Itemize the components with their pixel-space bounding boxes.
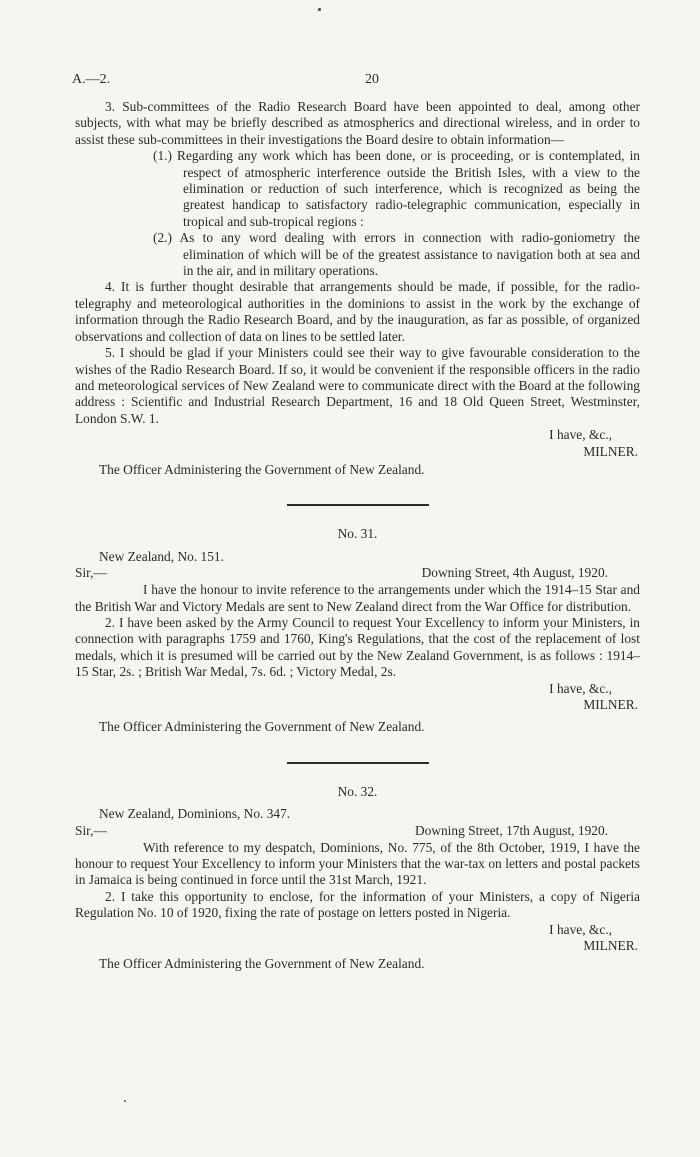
paragraph-3: 3. Sub-committees of the Radio Research Board have been appointed to deal, among other subjects, with what may be briefly described as atmospherics and directional wireless, and in order to assist these sub-committees in their investigations the Board desire to obtain information—: [75, 99, 640, 147]
document-reference: A.—2.: [72, 72, 111, 87]
despatch-date: Downing Street, 4th August, 1920.: [421, 565, 608, 581]
paragraph-2: 2. I have been asked by the Army Council to request Your Excellency to inform your Ministers, in connection with paragraphs 1759 and 1760, King's Regulations, that the cost of the replacement of lost medals, which it is presumed will be carried out by the New Zealand Government, is as follows : 1914–15 Star, 2s. ; British War Medal, 7s. 6d. ; Victory Medal, 2s.: [75, 614, 640, 680]
salutation: Sir,—: [75, 565, 107, 581]
despatch-number: No. 32.: [337, 783, 378, 799]
section-divider: [287, 762, 429, 764]
scan-speck-top: [318, 8, 321, 11]
paragraph-2: 2. I take this opportunity to enclose, for the information of your Ministers, a copy of Nigeria Regulation No. 10 of 1920, fixing the rate of postage on letters posted in Nigeria.: [75, 888, 640, 921]
page-body: [75, 99, 640, 973]
page-header: [72, 72, 632, 90]
signature: MILNER.: [583, 443, 638, 459]
scan-speck-bottom: [124, 1100, 126, 1102]
despatch-32: [75, 784, 640, 973]
addressee: The Officer Administering the Government of New Zealand.: [99, 956, 425, 972]
list-item-2: (2.) As to any word dealing with errors in connection with radio-goniometry the elimination of which will be of the greatest assistance to navigation both at sea and in the air, and in military operations.: [153, 230, 640, 279]
page-number: 20: [365, 72, 379, 87]
salutation: Sir,—: [75, 822, 107, 838]
letter-radio-research: [75, 99, 640, 478]
despatch-31: [75, 526, 640, 735]
list-item-1: (1.) Regarding any work which has been done, or is proceeding, or is contemplated, in respect of atmospheric interference outside the British Isles, with a view to the elimination or reduction of such interference, which is recognized as being the greatest handicap to satisfactory radio-telegraphic communication, especially in tropical and sub-tropical regions :: [153, 148, 640, 229]
despatch-number: No. 31.: [337, 526, 378, 542]
paragraph-1: I have the honour to invite reference to the arrangements under which the 1914–15 Star and the British War and Victory Medals are sent to New Zealand direct from the War Office for distribution.: [75, 582, 640, 614]
section-divider: [287, 504, 429, 506]
closing: I have, &c.,: [549, 427, 612, 443]
signature: MILNER.: [583, 938, 638, 954]
despatch-reference: New Zealand, Dominions, No. 347.: [99, 806, 291, 822]
despatch-date: Downing Street, 17th August, 1920.: [414, 822, 608, 838]
addressee: The Officer Administering the Government of New Zealand.: [99, 719, 425, 735]
signature: MILNER.: [583, 697, 638, 712]
paragraph-1: With reference to my despatch, Dominions, No. 775, of the 8th October, 1919, I have the honour to request Your Excellency to inform your Ministers that the war-tax on letters and postal packets in Jamaica is being continued in force until the 31st March, 1921.: [75, 839, 640, 888]
addressee: The Officer Administering the Government of New Zealand.: [99, 461, 425, 477]
salutation-row: [75, 565, 640, 582]
closing: I have, &c.,: [549, 680, 612, 696]
paragraph-4: 4. It is further thought desirable that arrangements should be made, if possible, for the radio-telegraphy and meteorological authorities in the dominions to assist in the work by the exchange of information through the Radio Research Board, and by the inauguration, as far as possible, of organized observations and collection of data on lines to be settled later.: [75, 279, 640, 344]
salutation-row: [75, 823, 640, 840]
paragraph-5: 5. I should be glad if your Ministers could see their way to give favourable consideration to the wishes of the Radio Research Board. If so, it would be convenient if the responsible officers in the radio and meteorological services of New Zealand were to communicate direct with the Board at the following address : Scientific and Industrial Research Department, 16 and 18 Old Queen Street, Westminster, London S.W. 1.: [75, 345, 640, 426]
despatch-reference: New Zealand, No. 151.: [99, 548, 224, 564]
closing: I have, &c.,: [549, 921, 612, 937]
